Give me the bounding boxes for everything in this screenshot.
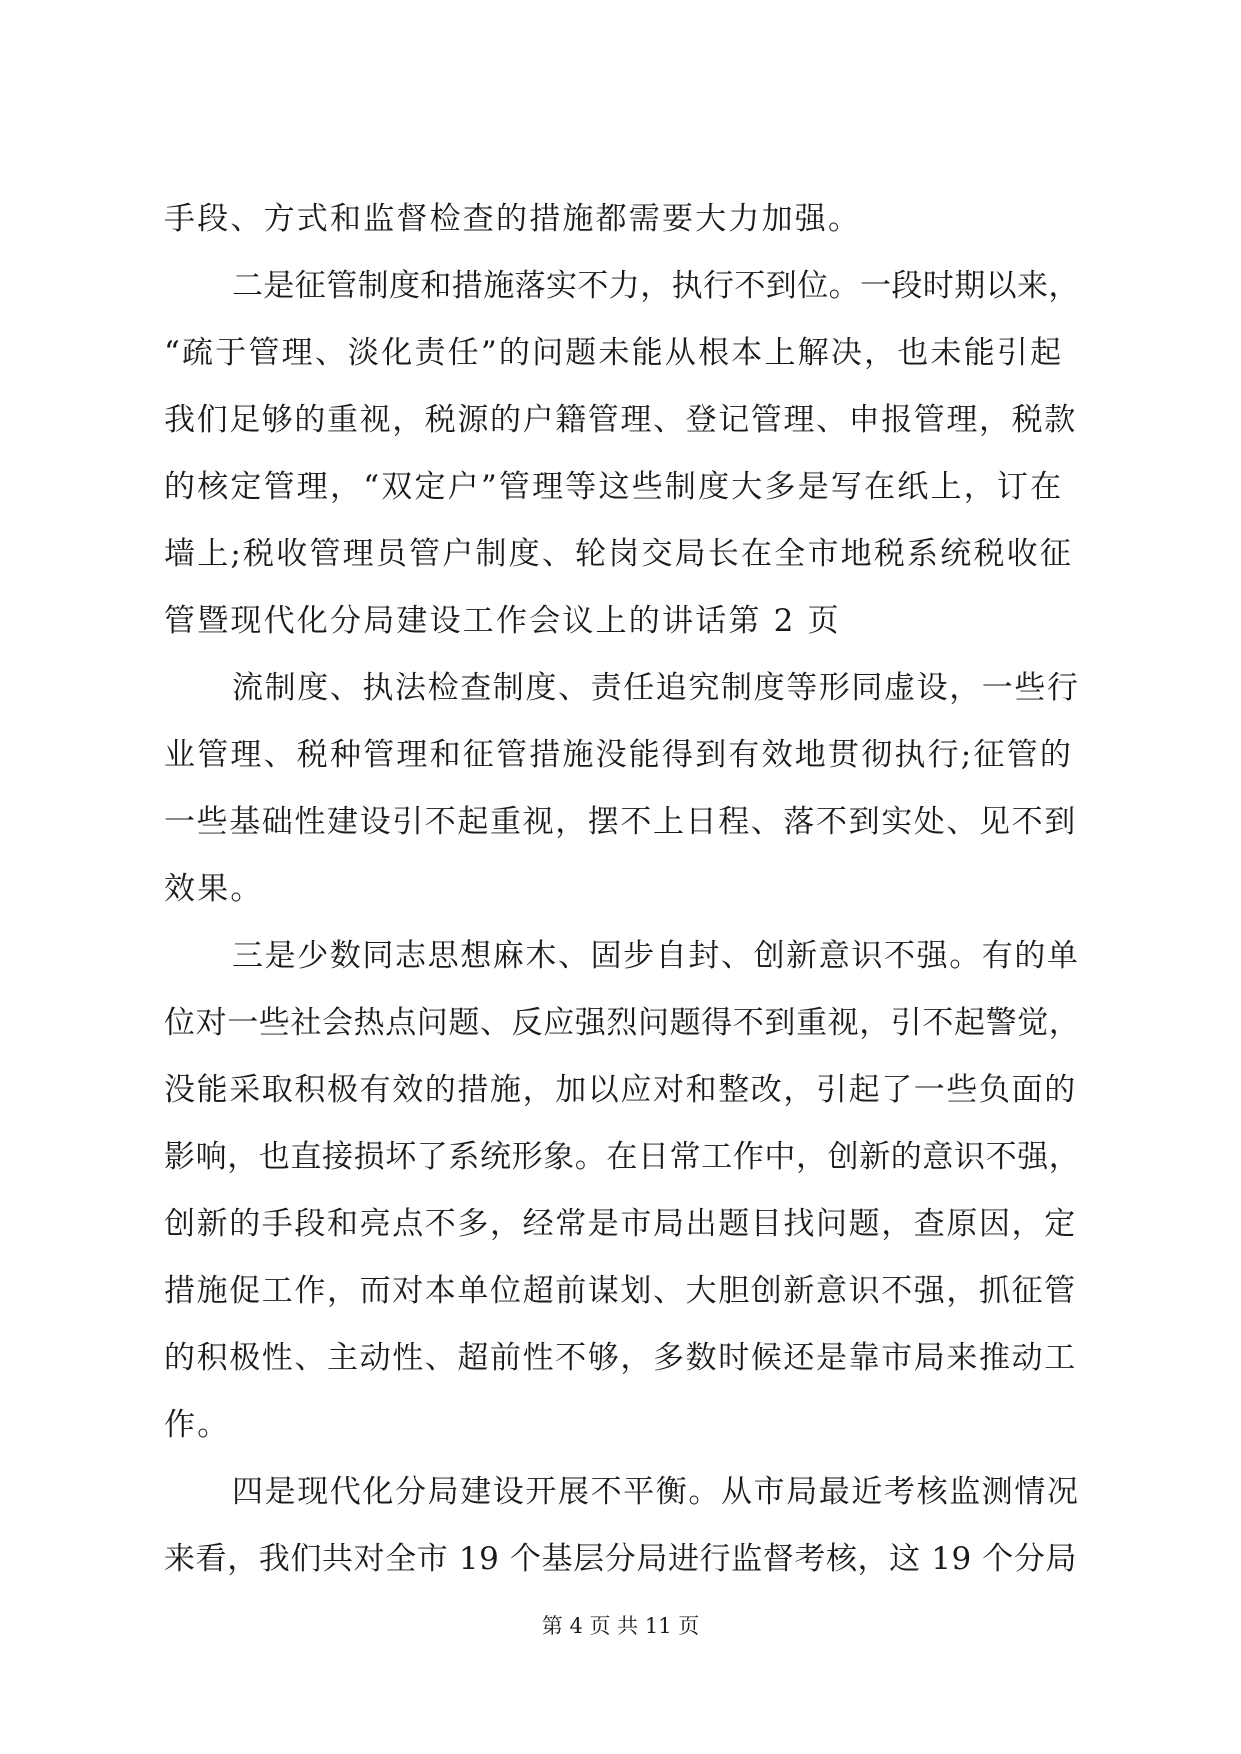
- text-line: 的积极性、主动性、超前性不够，多数时候还是靠市局来推动工: [164, 1340, 1077, 1376]
- text-line: 作。: [164, 1407, 231, 1443]
- text-line: 创新的手段和亮点不多，经常是市局出题目找问题，查原因，定: [164, 1206, 1077, 1242]
- text-line: 四是现代化分局建设开展不平衡。从市局最近考核监测情况: [232, 1474, 1080, 1510]
- text-line: 流制度、执法检查制度、责任追究制度等形同虚设，一些行: [232, 670, 1080, 706]
- text-line: 的核定管理，“双定户”管理等这些制度大多是写在纸上，订在: [164, 469, 1064, 505]
- text-line: 墙上;税收管理员管户制度、轮岗交局长在全市地税系统税收征: [164, 536, 1074, 572]
- text-line: 管暨现代化分局建设工作会议上的讲话第 2 页: [164, 603, 841, 639]
- text-line: 业管理、税种管理和征管措施没能得到有效地贯彻执行;征管的: [164, 737, 1074, 773]
- text-line: 没能采取积极有效的措施，加以应对和整改，引起了一些负面的: [164, 1072, 1077, 1108]
- text-line: 二是征管制度和措施落实不力，执行不到位。一段时期以来，: [232, 268, 1080, 304]
- text-line: 一些基础性建设引不起重视，摆不上日程、落不到实处、见不到: [164, 804, 1077, 840]
- text-line: 手段、方式和监督检查的措施都需要大力加强。: [164, 201, 862, 237]
- text-line: 效果。: [164, 871, 264, 907]
- text-line: “疏于管理、淡化责任”的问题未能从根本上解决，也未能引起: [164, 335, 1064, 371]
- text-line: 措施促工作，而对本单位超前谋划、大胆创新意识不强，抓征管: [164, 1273, 1077, 1309]
- text-line: 来看，我们共对全市 19 个基层分局进行监督考核，这 19 个分局: [164, 1541, 1078, 1577]
- text-line: 我们足够的重视，税源的户籍管理、登记管理、申报管理，税款: [164, 402, 1077, 438]
- text-line: 三是少数同志思想麻木、固步自封、创新意识不强。有的单: [232, 938, 1080, 974]
- text-line: 位对一些社会热点问题、反应强烈问题得不到重视，引不起警觉，: [164, 1005, 1081, 1041]
- text-line: 影响，也直接损坏了系统形象。在日常工作中，创新的意识不强，: [164, 1139, 1081, 1175]
- page-number-footer: 第 4 页 共 11 页: [541, 1614, 700, 1638]
